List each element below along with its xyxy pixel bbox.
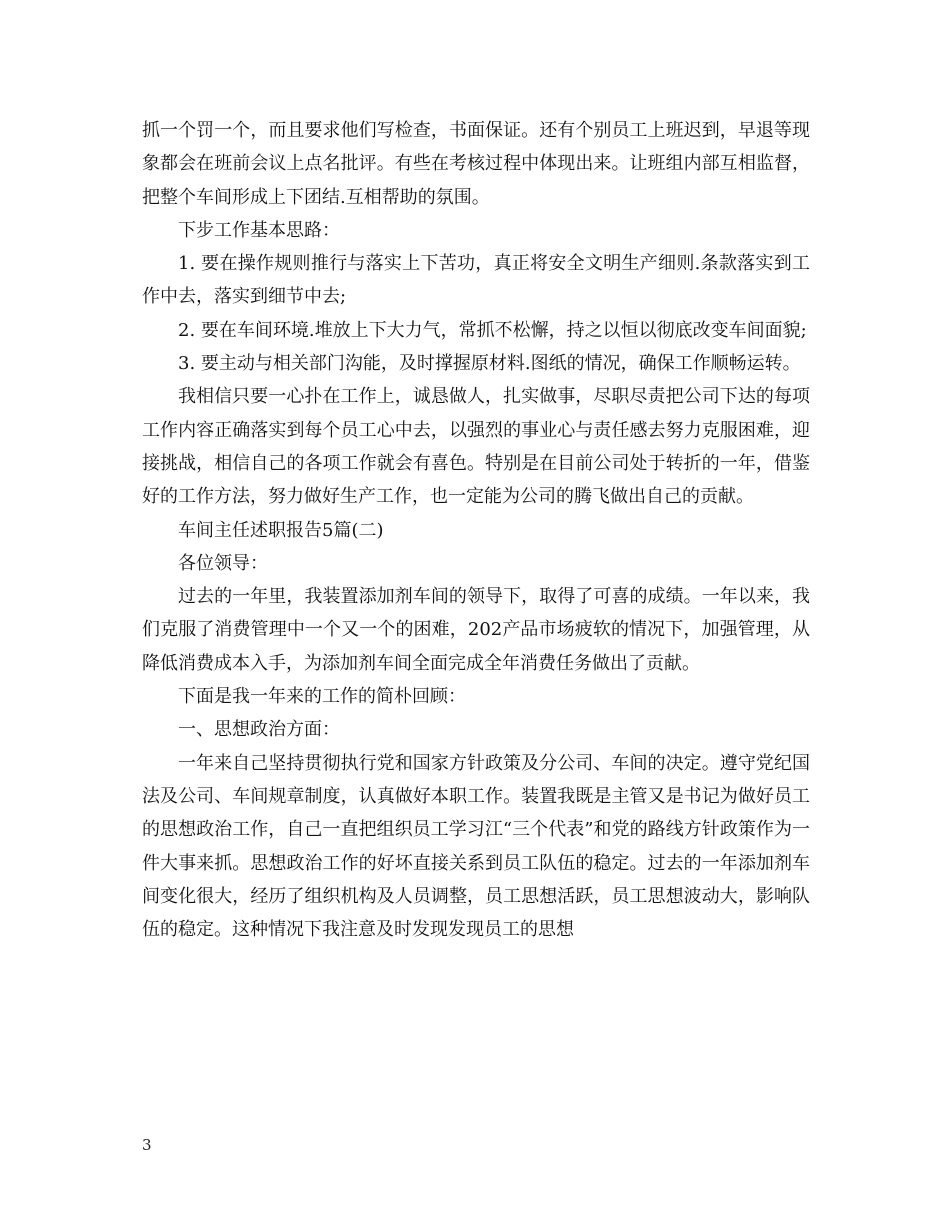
paragraph: 2. 要在车间环境.堆放上下大力气，常抓不松懈，持之以恒以彻底改变车间面貌; (178, 319, 807, 341)
section-heading: 车间主任述职报告5篇(二) (178, 519, 384, 541)
salutation: 各位领导： (178, 552, 268, 574)
paragraph: 下步工作基本思路： (178, 219, 340, 241)
paragraph: 过去的一年里，我装置添加剂车间的领导下，取得了可喜的成绩。一年以来，我们克服了消费管理中一个又一个的困难，202产品市场疲软的情况下，加强管理，从降低消费成本入手，为添加剂车间全面完成全年消费任务做出了贡献。 (142, 586, 810, 674)
paragraph: 3. 要主动与相关部门沟能，及时撑握原材料.图纸的情况，确保工作顺畅运转。 (178, 353, 801, 375)
document-body (142, 114, 810, 946)
paragraph: 一年来自己坚持贯彻执行党和国家方针政策及分公司、车间的决定。遵守党纪国法及公司、车间规章制度，认真做好本职工作。装置我既是主管又是书记为做好员工的思想政治工作，自己一直把组织员工学习江“三个代表”和党的路线方针政策作为一件大事来抓。思想政治工作的好坏直接关系到员工队伍的稳定。过去的一年添加剂车间变化很大，经历了组织机构及人员调整，员工思想活跃，员工思想波动大，影响队伍的稳定。这种情况下我注意及时发现发现员工的思想 (142, 752, 810, 941)
subsection-heading: 一、思想政治方面： (178, 719, 340, 741)
paragraph: 抓一个罚一个，而且要求他们写检查，书面保证。还有个别员工上班迟到，早退等现象都会在班前会议上点名批评。有些在考核过程中体现出来。让班组内部互相监督，把整个车间形成上下团结.互相帮助的氛围。 (142, 120, 810, 208)
paragraph: 我相信只要一心扑在工作上，诚恳做人，扎实做事，尽职尽责把公司下达的每项工作内容正确落实到每个员工心中去，以强烈的事业心与责任感去努力克服困难，迎接挑战，相信自己的各项工作就会有喜色。特别是在目前公司处于转折的一年，借鉴好的工作方法，努力做好生产工作，也一定能为公司的腾飞做出自己的贡献。 (142, 386, 810, 508)
paragraph: 1. 要在操作规则推行与落实上下苦功，真正将安全文明生产细则.条款落实到工作中去，落实到细节中去; (142, 253, 810, 308)
page-number: 3 (142, 1136, 152, 1154)
paragraph: 下面是我一年来的工作的简朴回顾： (178, 686, 466, 708)
